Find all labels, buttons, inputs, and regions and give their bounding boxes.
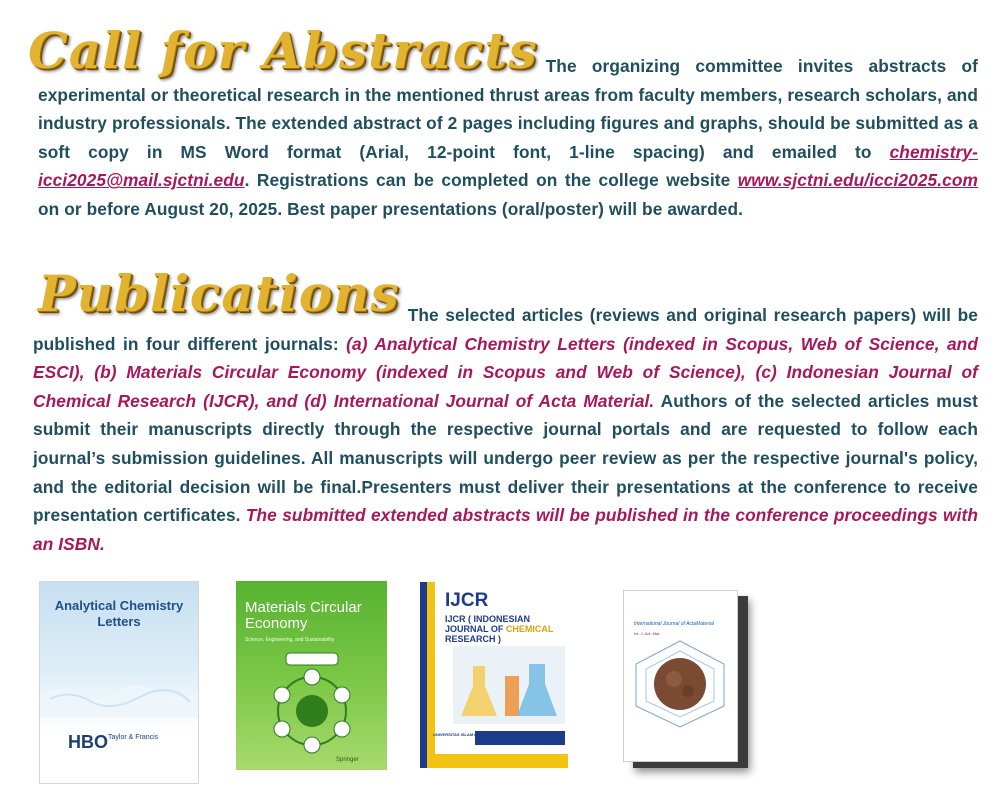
publications-heading: Publications	[38, 264, 400, 323]
mce-title: Materials Circular Economy	[245, 599, 362, 632]
university-label: UNIVERSITAS ISLAM INDONESIA	[433, 732, 497, 737]
acta-title: International Journal of ActaMaterial	[634, 621, 714, 627]
ijcr-subtitle: IJCR ( INDONESIAN JOURNAL OF CHEMICAL RESEARCH )	[445, 614, 554, 644]
yellow-stripe	[427, 582, 435, 768]
call-for-abstracts-heading: Call for Abstracts	[28, 21, 538, 80]
pub-text-1: The selected articles (reviews and original research papers) will be published in four different journals:	[33, 305, 978, 354]
cover-ijcr	[420, 582, 568, 768]
publisher-name: Taylor & Francis	[108, 734, 159, 741]
lab-glassware-image	[453, 646, 565, 724]
acta-abbrev: Int. J. Act. Mat.	[634, 631, 661, 636]
website-link[interactable]: www.sjctni.edu/icci2025.com	[737, 170, 978, 191]
ice-illustration	[40, 677, 198, 717]
call-text-3: on or before August 20, 2025. Best paper presentations (oral/poster) will be awarded.	[38, 198, 744, 219]
cover-analytical-chemistry-letters	[39, 581, 199, 784]
pub-text-2: Authors of the selected articles must submit their manuscripts directly through the respective journal portals and are requested to follow each journal’s submission guidelines. All manuscripts will undergo peer review as per the respective journal's policy, and the editorial decision will be final.Presenters must deliver their presentations at the conference to receive presentation certificates.	[33, 390, 978, 526]
call-text-2: . Registrations can be completed on the college website	[244, 170, 738, 191]
cover-materials-circular-economy	[236, 581, 387, 770]
call-text-1: The organizing committee invites abstracts of experimental or theoretical research in the mentioned thrust areas from faculty members, research scholars, and industry professionals. The extended abstract of 2 pages including figures and graphs, should be submitted as a soft copy in MS Word format (Arial, 12-point font, 1-line spacing) and emailed to	[38, 56, 978, 162]
bottom-stripe	[427, 754, 568, 768]
ijcr-title: IJCR	[445, 590, 489, 611]
springer-label: Springer	[336, 757, 359, 763]
call-for-abstracts-paragraph	[28, 21, 978, 224]
acl-title: Analytical Chemistry Letters	[54, 598, 184, 629]
mce-subtitle: Science, Engineering, and Sustainability	[245, 637, 335, 643]
cover-acta-material	[623, 590, 738, 762]
circular-economy-diagram	[256, 651, 368, 761]
hbo-mark: HBO	[68, 732, 108, 752]
email-link[interactable]: chemistry-icci2025@mail.sjctni.edu	[38, 141, 978, 191]
publications-paragraph	[33, 264, 978, 558]
taylor-francis-logo	[68, 732, 178, 754]
proceedings-note: The submitted extended abstracts will be published in the conference proceedings with an ISBN.	[33, 505, 978, 554]
hexagon-microscopy-image	[630, 639, 730, 729]
journals-list: (a) Analytical Chemistry Letters (indexed in Scopus, Web of Science, and ESCI), (b) Materials Circular Economy (indexed in Scopus and Web of Science), (c) Indonesian Journal of Chemical Research (IJCR), and (d) International Journal of Acta Material.	[33, 333, 978, 411]
